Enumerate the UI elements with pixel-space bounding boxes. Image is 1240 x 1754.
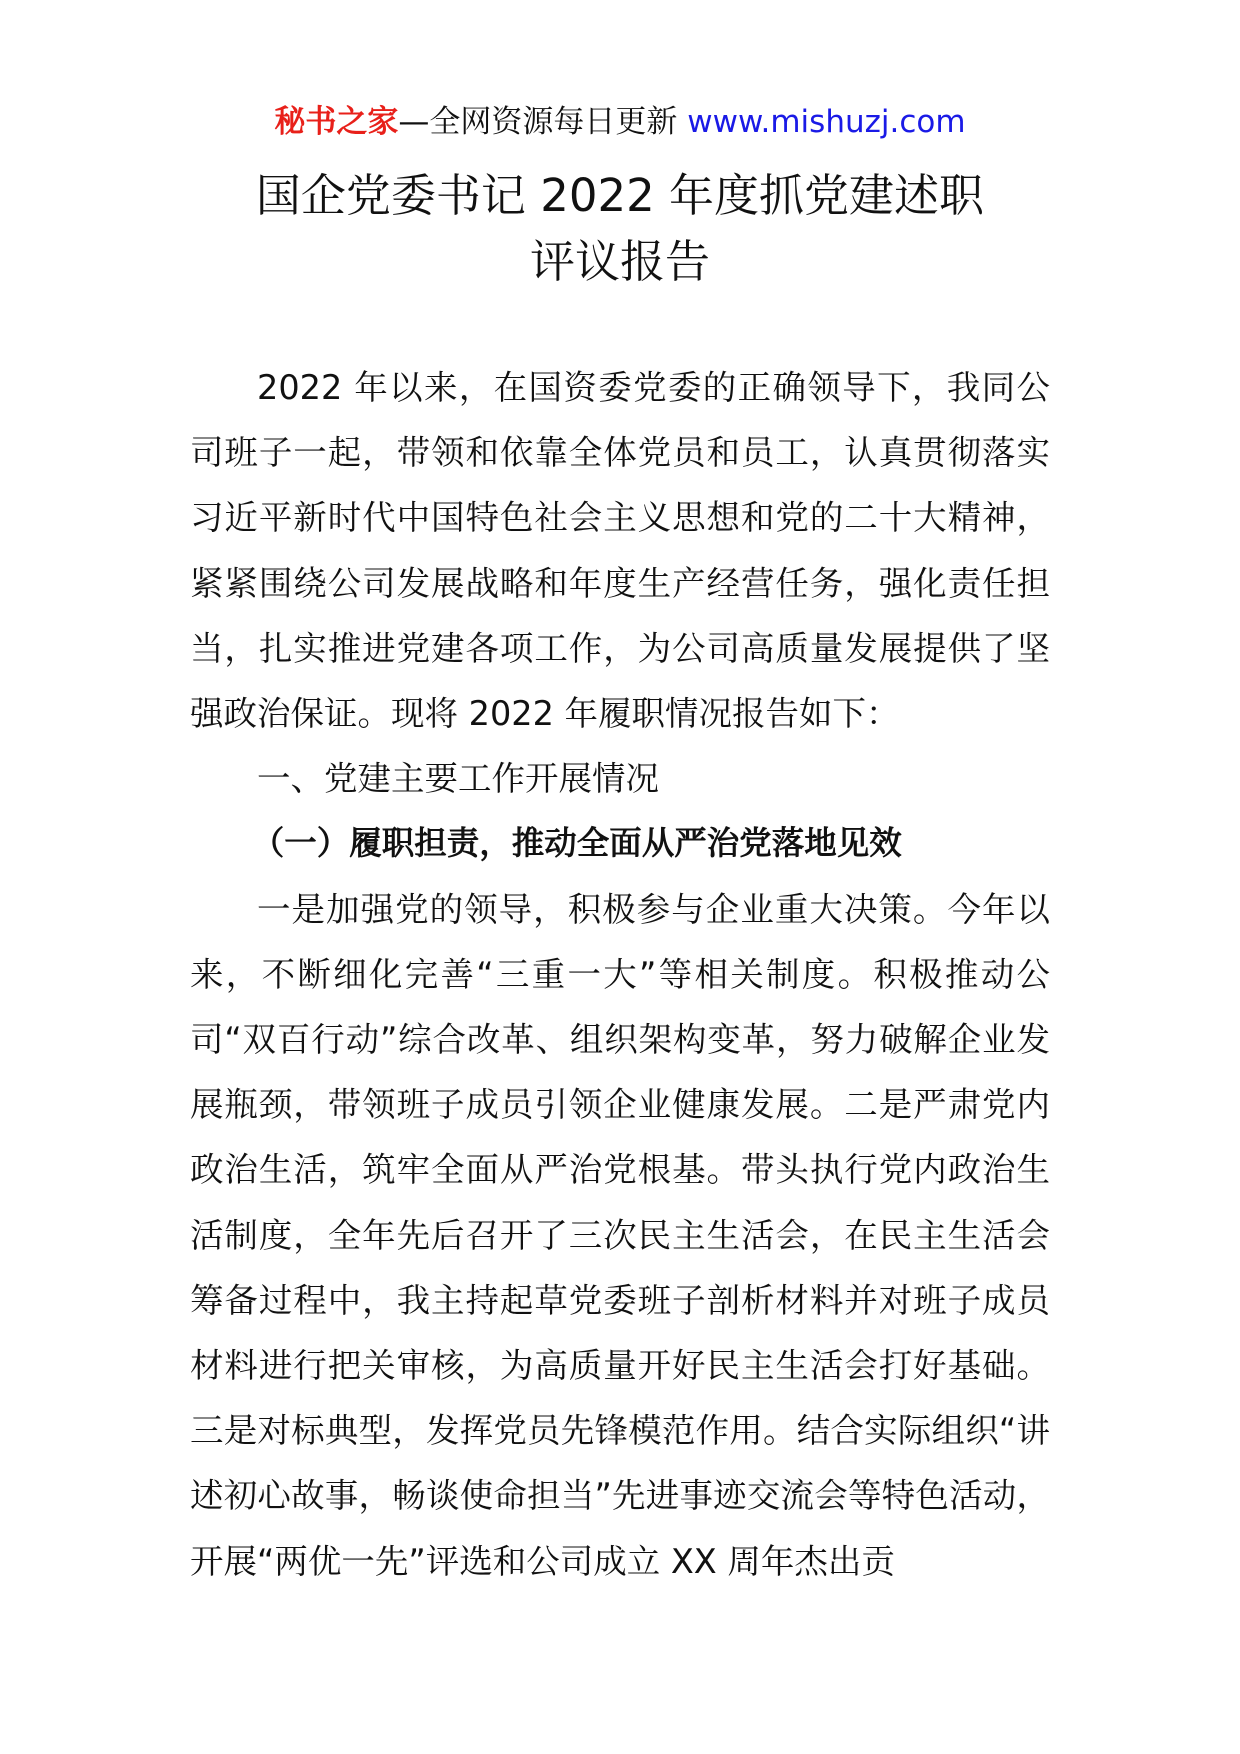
title-line-1: 国企党委书记 2022 年度抓党建述职 xyxy=(255,169,985,222)
title-line-2: 评议报告 xyxy=(529,235,710,288)
banner-slogan: —全网资源每日更新 xyxy=(398,104,688,140)
site-banner xyxy=(0,100,1240,144)
section-heading: 一、党建主要工作开展情况 xyxy=(257,759,659,799)
document-body xyxy=(190,355,1050,1594)
body-paragraph: 一是加强党的领导，积极参与企业重大决策。今年以来，不断细化完善“三重一大”等相关制度。积极推动公司“双百行动”综合改革、组织架构变革，努力破解企业发展瓶颈，带领班子成员引领企业健康发展。二是严肃党内政治生活，筑牢全面从严治党根基。带头执行党内政治生活制度，全年先后召开了三次民主生活会，在民主生活会筹备过程中，我主持起草党委班子剖析材料并对班子成员材料进行把关审核，为高质量开好民主生活会打好基础。三是对标典型，发挥党员先锋模范作用。结合实际组织“讲述初心故事，畅谈使命担当”先进事迹交流会等特色活动，开展“两优一先”评选和公司成立 XX 周年杰出贡 xyxy=(190,889,1050,1581)
brand-name: 秘书之家 xyxy=(274,104,399,140)
document-title xyxy=(0,163,1240,295)
intro-paragraph: 2022 年以来，在国资委党委的正确领导下，我同公司班子一起，带领和依靠全体党员和员工，认真贯彻落实习近平新时代中国特色社会主义思想和党的二十大精神，紧紧围绕公司发展战略和年度生产经营任务，强化责任担当，扎实推进党建各项工作，为公司高质量发展提供了坚强政治保证。现将 2022 年履职情况报告如下： xyxy=(190,368,1050,734)
site-url-link[interactable]: www.mishuzj.com xyxy=(687,104,966,140)
subsection-heading: （一）履职担责，推动全面从严治党落地见效 xyxy=(251,824,902,863)
